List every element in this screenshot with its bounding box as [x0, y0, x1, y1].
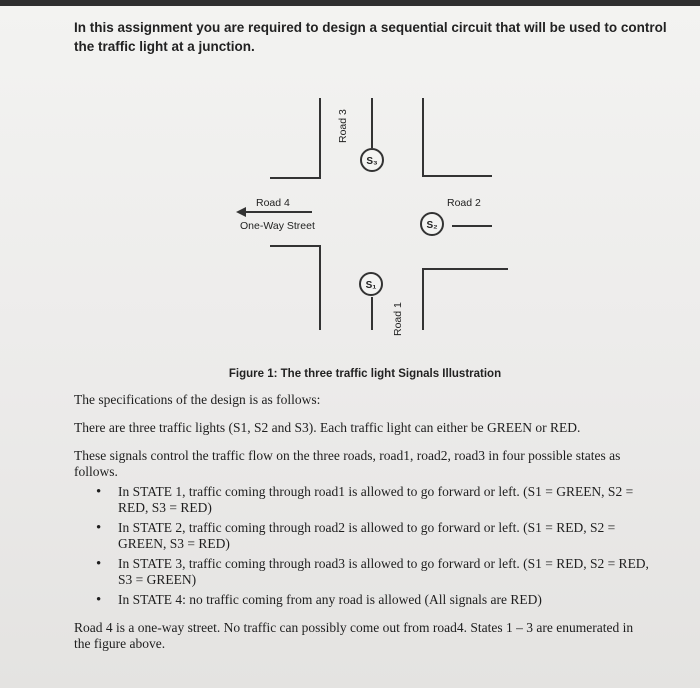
s3-label: S₃ — [366, 156, 378, 167]
figure-caption: Figure 1: The three traffic light Signals Illustration — [228, 368, 502, 380]
road3-label: Road 3 — [337, 109, 349, 143]
s1-label: S₁ — [365, 280, 377, 291]
curb-top-right — [423, 98, 492, 176]
assignment-intro: In this assignment you are required to design a sequential circuit that will be used to control the traffic light at a junction. — [74, 20, 667, 54]
signals-paragraph: These signals control the traffic flow on the three roads, road1, road2, road3 in four possible states as follows. — [74, 448, 621, 479]
lights-paragraph: There are three traffic lights (S1, S2 and S3). Each traffic light can either be GREEN or RED. — [74, 420, 581, 435]
curb-bottom-right — [423, 269, 508, 330]
s2-label: S₂ — [426, 220, 438, 231]
spec-intro: The specifications of the design is as follows: — [74, 392, 321, 407]
curb-bottom-left — [270, 246, 320, 330]
road4-label: Road 4 — [256, 197, 290, 209]
curb-top-left — [270, 98, 320, 178]
one-way-label: One-Way Street — [240, 220, 315, 232]
state-3-item: • In STATE 3, traffic coming through road3 is allowed to go forward or left. (S1 = RED, S2 = RED, S3 = GREEN) — [96, 556, 656, 588]
states-list — [96, 484, 656, 612]
road1-label: Road 1 — [392, 302, 404, 336]
road2-label: Road 2 — [447, 197, 481, 209]
state-4-item: • In STATE 4: no traffic coming from any road is allowed (All signals are RED) — [96, 592, 656, 608]
one-way-arrow-head — [236, 207, 246, 217]
state-1-item: • In STATE 1, traffic coming through road1 is allowed to go forward or left. (S1 = GREEN, S2 = RED, S3 = RED) — [96, 484, 656, 516]
road4-paragraph: Road 4 is a one-way street. No traffic can possibly come out from road4. States 1 – 3 are enumerated in the figure above. — [74, 620, 634, 651]
state-2-item: • In STATE 2, traffic coming through road2 is allowed to go forward or left. (S1 = RED, S2 = GREEN, S3 = RED) — [96, 520, 656, 552]
